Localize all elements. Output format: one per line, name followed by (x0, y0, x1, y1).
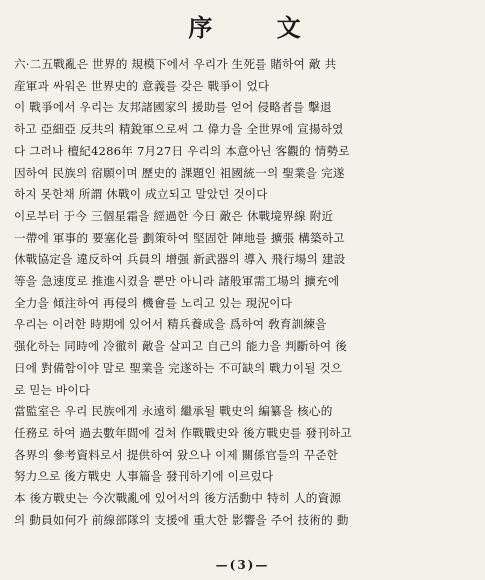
text-line: 當監室은 우리 民族에게 永遠히 繼承될 戰史의 編纂을 核心的 (14, 404, 333, 419)
paragraph (14, 97, 476, 206)
text-line: 우리는 이러한 時期에 있어서 精兵養成을 爲하여 敎育訓練을 (14, 317, 327, 332)
text-line: 의 動員如何가 前線部隊의 支援에 重大한 影響을 주어 技術的 動 (14, 512, 349, 527)
text-line: 本 後方戰史는 今次戰亂에 있어서의 後方活動中 特히 人的資源 (14, 491, 342, 506)
text-line: 努力으로 後方戰史 人事篇을 發刊하기에 이르렀다 (14, 469, 274, 484)
paragraph (14, 314, 476, 401)
text-line: 一帶에 軍事的 要塞化를 劃策하여 堅固한 陣地를 擴張 構築하고 (14, 230, 345, 245)
text-line: 로 믿는 바이다 (14, 382, 91, 397)
text-line: 다 그러나 檀紀4286年 7月27日 우리의 本意아닌 客觀的 情勢로 (14, 143, 350, 158)
preface-body (14, 54, 476, 531)
text-line: 産軍과 싸워온 世界史的 意義를 갖은 戰爭이 었다 (14, 78, 270, 93)
page-number: —(3)— (215, 558, 270, 572)
paragraph (14, 54, 476, 97)
text-line: 等을 急速度로 推進시켰을 뿐만 아니라 諸般軍需工場의 擴充에 (14, 274, 340, 289)
text-line: 六·二五戰亂은 世界的 規模下에서 우리가 生死를 賭하여 敵 共 (14, 57, 337, 71)
text-line: 各界의 參考資料로서 提供하여 왔으나 이제 關係官들의 꾸준한 (14, 447, 339, 462)
page-title: 序 文 (188, 13, 329, 42)
text-line: 因하여 民族의 宿願이며 歷史的 課題인 祖國統一의 聖業을 完遂 (14, 165, 345, 180)
text-line: 休戰協定을 違反하여 兵員의 增强 新武器의 導入 飛行場의 建設 (14, 252, 346, 267)
text-line: 日에 對備함이야 말로 聖業을 完遂하는 不可缺의 戰力이될 것으 (14, 360, 343, 375)
paragraph (14, 488, 476, 531)
text-line: 이로부터 于今 三個星霜을 經過한 今日 敵은 休戰境界線 附近 (14, 208, 334, 223)
paragraph (14, 206, 476, 315)
paragraph (14, 401, 476, 488)
text-line: 强化하는 同時에 冷徹히 敵을 살피고 自己의 能力을 判斷하여 後 (14, 339, 347, 354)
text-line: 하고 亞細亞 反共의 精銳軍으로써 그 偉力을 全世界에 宣揚하였 (14, 122, 344, 137)
text-line: 하지 못한채 所謂 休戰이 成立되고 말았던 것이다 (14, 187, 268, 202)
text-line: 이 戰爭에서 우리는 友邦諸國家의 援助를 얻어 侵略者를 擊退 (14, 100, 332, 115)
text-line: 全力을 傾注하여 再侵의 機會를 노리고 있는 現況이다 (14, 295, 293, 310)
text-line: 任務로 하여 過去數年間에 걸쳐 作戰戰史와 後方戰史를 發刊하고 (14, 425, 352, 440)
